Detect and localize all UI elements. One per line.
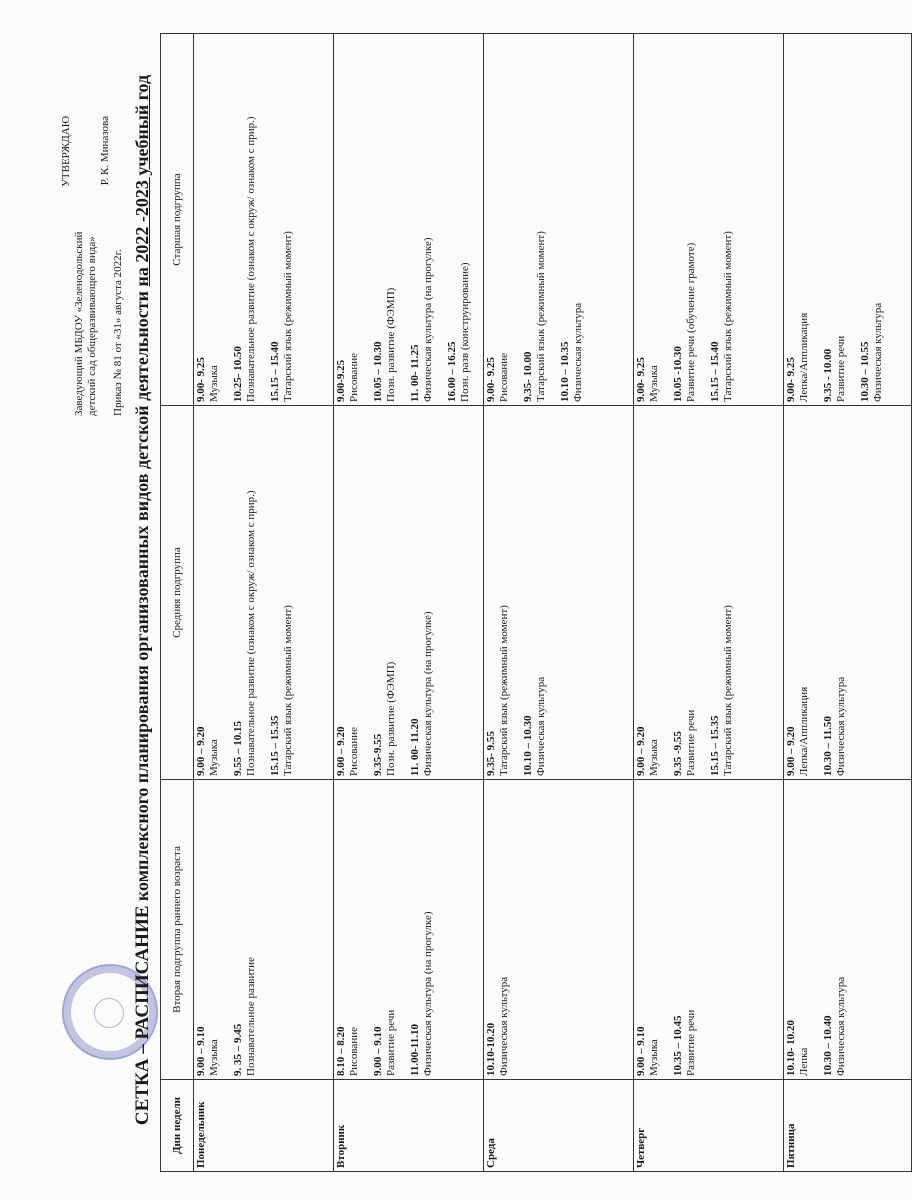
title-part-2: комплексного планирования организованных видов детской деятельности: [132, 291, 152, 902]
activity-slot: [409, 409, 434, 776]
slot-time: 11.00-11.10: [409, 1024, 421, 1076]
slot-activity: Физическая культура: [834, 976, 847, 1076]
slot-time: 9.55 – 10.15: [232, 721, 244, 776]
slot-activity: Познавательное развитие: [244, 957, 257, 1076]
header-day: Дни недели: [161, 1080, 194, 1172]
slot-activity: Физическая культура: [571, 302, 584, 402]
schedule-cell-g3: [634, 34, 784, 406]
schedule-cell-g2: [484, 406, 634, 780]
slot-activity: Музыка: [647, 365, 660, 402]
header-group-1: Вторая подгруппа раннего возраста: [161, 780, 194, 1080]
activity-slot: [709, 37, 734, 402]
slot-activity: Познавательное развитие (ознаком с окруж/ ознаком с прир.): [244, 490, 257, 776]
slot-activity: Физическая культура: [871, 302, 884, 402]
slot-time: 10.10 – 10.35: [559, 341, 571, 402]
day-name: Вторник: [334, 1080, 484, 1172]
slot-activity: Татарский язык (режимный момент): [534, 231, 547, 402]
slot-spacer: [847, 37, 859, 402]
slot-time: 9.00 – 9.20: [335, 726, 347, 776]
slot-time: 10.05 -10.30: [672, 346, 684, 402]
activity-slot: [709, 409, 734, 776]
table-row: [334, 34, 484, 1172]
activity-slot: [195, 783, 220, 1076]
slot-activity: Лепка/Аппликация: [797, 312, 810, 402]
activity-slot: [785, 37, 810, 402]
activity-slot: [232, 37, 257, 402]
table-row: [634, 34, 784, 1172]
schedule-cell-g2: [334, 406, 484, 780]
slot-activity: Татарский язык (режимный момент): [721, 605, 734, 776]
schedule-cell-g1: [784, 780, 912, 1080]
slot-time: 9.00- 9.25: [195, 357, 207, 402]
activity-slot: [672, 783, 697, 1076]
schedule-cell-g2: [194, 406, 334, 780]
schedule-cell-g2: [634, 406, 784, 780]
slot-activity: Познавательное развитие (ознаком с окруж/ ознаком с прир.): [244, 116, 257, 402]
activity-slot: [635, 409, 660, 776]
schedule-cell-g3: [784, 34, 912, 406]
slot-spacer: [360, 409, 372, 776]
slot-activity: Татарский язык (режимный момент): [497, 605, 510, 776]
slot-spacer: [397, 783, 409, 1076]
slot-spacer: [220, 409, 232, 776]
schedule-cell-g1: [334, 780, 484, 1080]
slot-activity: Позн. развитие (ФЭМП): [384, 287, 397, 402]
slot-activity: Татарский язык (режимный момент): [281, 605, 294, 776]
schedule-cell-g3: [194, 34, 334, 406]
slot-spacer: [510, 409, 522, 776]
title-part-3: на 2022 -2023 учебный год: [132, 74, 152, 287]
slot-spacer: [547, 37, 559, 402]
slot-activity: Физическая культура (на прогулке): [421, 911, 434, 1076]
slot-activity: Лепка/Аппликация: [797, 686, 810, 776]
activity-slot: [672, 409, 697, 776]
approval-order: Приказ № 81 от «31» августа 2022г.: [112, 249, 124, 416]
activity-slot: [559, 37, 584, 402]
slot-time: 9.00- 9.25: [785, 357, 797, 402]
slot-time: 9.35- 9.55: [485, 731, 497, 776]
slot-time: 11. 00- 11.20: [409, 718, 421, 776]
approval-line: Заведующий МБДОУ «Зеленодольский: [73, 231, 85, 416]
slot-time: 9. 35 – 9.45: [232, 1023, 244, 1076]
schedule-body: [194, 34, 912, 1172]
slot-time: 16.00 – 16.25: [446, 341, 458, 402]
slot-activity: Развитие речи (обучение грамоте): [684, 242, 697, 402]
schedule-cell-g1: [484, 780, 634, 1080]
slot-time: 9.35- 10.00: [522, 351, 534, 402]
slot-time: 10.30 – 10.40: [822, 1015, 834, 1076]
slot-time: 10.10-10.20: [485, 1022, 497, 1076]
approval-block: [60, 116, 125, 416]
slot-activity: Развитие речи: [684, 709, 697, 776]
slot-time: 9.35 - 10.00: [822, 348, 834, 402]
slot-time: 9.00 – 9.10: [195, 1026, 207, 1076]
activity-slot: [522, 37, 547, 402]
activity-slot: [522, 409, 547, 776]
slot-time: 9.00 – 9.20: [635, 726, 647, 776]
activity-slot: [372, 409, 397, 776]
schedule-table: [160, 33, 912, 1172]
activity-slot: [635, 37, 660, 402]
slot-spacer: [810, 783, 822, 1076]
table-row: [194, 34, 334, 1172]
activity-slot: [232, 783, 257, 1076]
slot-activity: Позн. разв (конструирование): [458, 262, 471, 402]
activity-slot: [195, 37, 220, 402]
activity-slot: [822, 783, 847, 1076]
slot-activity: Физическая культура: [497, 976, 510, 1076]
slot-time: 9.35 -9.55: [672, 731, 684, 776]
title-part-1: СЕТКА – РАСПИСАНИЕ: [132, 905, 153, 1126]
activity-slot: [335, 783, 360, 1076]
day-name: Пятница: [784, 1080, 912, 1172]
slot-time: 11. 00- 11.25: [409, 344, 421, 402]
slot-time: 15.15 – 15.40: [269, 341, 281, 402]
slot-activity: Физическая культура: [834, 676, 847, 776]
activity-slot: [195, 409, 220, 776]
day-name: Среда: [484, 1080, 634, 1172]
slot-activity: Развитие речи: [384, 1009, 397, 1076]
schedule-cell-g1: [634, 780, 784, 1080]
activity-slot: [335, 37, 360, 402]
slot-activity: Физическая культура: [534, 676, 547, 776]
activity-slot: [485, 409, 510, 776]
slot-time: 10.10- 10.20: [785, 1020, 797, 1076]
slot-activity: Рисование: [347, 353, 360, 402]
slot-spacer: [660, 783, 672, 1076]
activity-slot: [446, 37, 471, 402]
rotated-page: [60, 20, 884, 1180]
slot-spacer: [434, 37, 446, 402]
activity-slot: [232, 409, 257, 776]
slot-time: 8.10 – 8.20: [335, 1026, 347, 1076]
slot-activity: Музыка: [647, 1039, 660, 1076]
slot-spacer: [220, 783, 232, 1076]
day-name: Четверг: [634, 1080, 784, 1172]
slot-spacer: [510, 37, 522, 402]
activity-slot: [485, 37, 510, 402]
activity-slot: [785, 409, 810, 776]
table-row: [484, 34, 634, 1172]
activity-slot: [822, 409, 847, 776]
slot-activity: Татарский язык (режимный момент): [281, 231, 294, 402]
slot-time: 10.35 – 10.45: [672, 1015, 684, 1076]
approval-line: детский сад общеразвивающего вида»: [86, 236, 98, 416]
slot-time: 10.30 – 10.55: [859, 341, 871, 402]
slot-spacer: [360, 783, 372, 1076]
slot-time: 9.00-9.25: [335, 359, 347, 402]
slot-time: 9.00 – 9.20: [195, 726, 207, 776]
slot-time: 10.05 – 10.30: [372, 341, 384, 402]
slot-activity: Рисование: [347, 1027, 360, 1076]
slot-time: 15.15 – 15.40: [709, 341, 721, 402]
schedule-cell-g1: [194, 780, 334, 1080]
activity-slot: [372, 783, 397, 1076]
slot-activity: Лепка: [797, 1047, 810, 1076]
slot-spacer: [257, 409, 269, 776]
activity-slot: [269, 37, 294, 402]
activity-slot: [335, 409, 360, 776]
activity-slot: [785, 783, 810, 1076]
table-row: [784, 34, 912, 1172]
slot-time: 9.00- 9.25: [485, 357, 497, 402]
activity-slot: [409, 783, 434, 1076]
slot-time: 10.25- 10.50: [232, 346, 244, 402]
slot-time: 10.30 – 11.50: [822, 716, 834, 776]
slot-spacer: [810, 409, 822, 776]
slot-spacer: [660, 37, 672, 402]
slot-activity: Развитие речи: [834, 335, 847, 402]
slot-spacer: [697, 37, 709, 402]
slot-spacer: [397, 37, 409, 402]
activity-slot: [485, 783, 510, 1076]
slot-time: 9.00 – 9.10: [372, 1026, 384, 1076]
activity-slot: [859, 37, 884, 402]
slot-time: 9.00 – 9.10: [635, 1026, 647, 1076]
slot-activity: Физическая культура (на прогулке): [421, 611, 434, 776]
slot-activity: Позн. развитие (ФЭМП): [384, 661, 397, 776]
slot-spacer: [810, 37, 822, 402]
slot-spacer: [660, 409, 672, 776]
activity-slot: [409, 37, 434, 402]
header-row: [161, 34, 194, 1172]
slot-time: 9.00- 9.25: [635, 357, 647, 402]
schedule-cell-g3: [484, 34, 634, 406]
slot-activity: Рисование: [347, 727, 360, 776]
slot-activity: Татарский язык (режимный момент): [721, 231, 734, 402]
activity-slot: [269, 409, 294, 776]
slot-activity: Музыка: [647, 739, 660, 776]
activity-slot: [822, 37, 847, 402]
slot-spacer: [220, 37, 232, 402]
schedule-cell-g3: [334, 34, 484, 406]
approval-heading: УТВЕРЖДАЮ: [60, 116, 72, 187]
slot-time: 15.15 – 15.35: [269, 715, 281, 776]
slot-time: 9.35-9.55: [372, 733, 384, 776]
slot-spacer: [360, 37, 372, 402]
slot-spacer: [697, 409, 709, 776]
activity-slot: [372, 37, 397, 402]
slot-activity: Развитие речи: [684, 1009, 697, 1076]
slot-activity: Физическая культура (на прогулке): [421, 237, 434, 402]
slot-spacer: [257, 37, 269, 402]
day-name: Понедельник: [194, 1080, 334, 1172]
activity-slot: [635, 783, 660, 1076]
slot-spacer: [397, 409, 409, 776]
slot-time: 10.10 – 10.30: [522, 715, 534, 776]
slot-time: 9.00 – 9.20: [785, 726, 797, 776]
approval-signature: Р. К. Миназова: [99, 116, 111, 186]
slot-activity: Музыка: [207, 739, 220, 776]
slot-time: 15.15 – 15.35: [709, 715, 721, 776]
schedule-cell-g2: [784, 406, 912, 780]
activity-slot: [672, 37, 697, 402]
header-group-3: Старшая подгруппа: [161, 34, 194, 406]
header-group-2: Средняя подгруппа: [161, 406, 194, 780]
slot-activity: Музыка: [207, 1039, 220, 1076]
page-title: [132, 20, 154, 1180]
slot-activity: Рисование: [497, 353, 510, 402]
slot-activity: Музыка: [207, 365, 220, 402]
